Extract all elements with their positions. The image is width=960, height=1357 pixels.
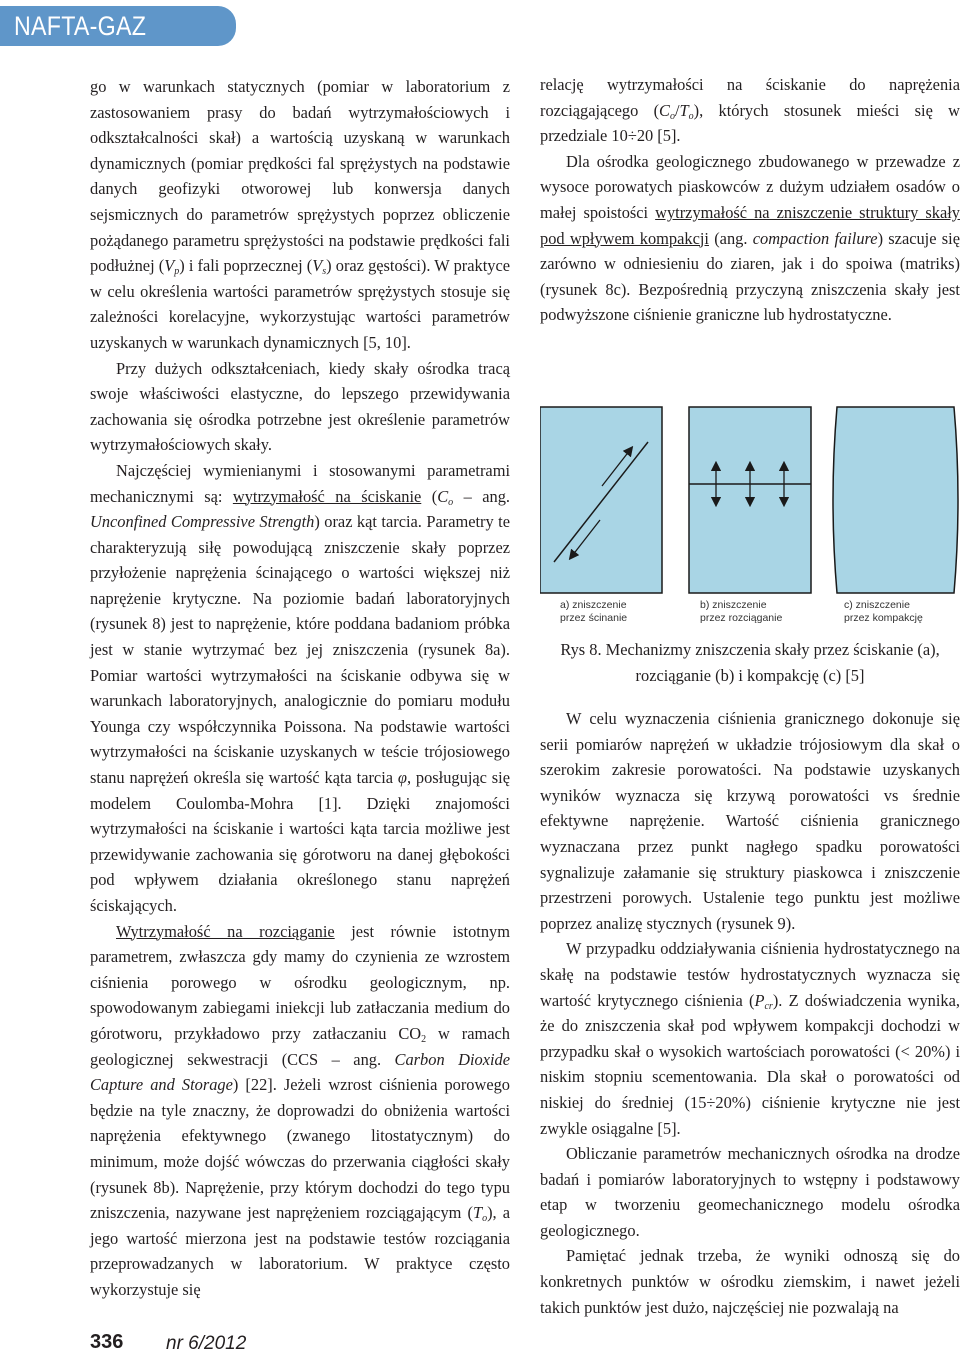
right-column-top bbox=[540, 72, 960, 328]
figure-label-b-line2: przez rozciąganie bbox=[700, 612, 783, 624]
figure-8-failure-mechanisms bbox=[540, 402, 960, 632]
right-paragraph-6: Pamiętać jednak trzeba, że wyniki odnoszą się do konkretnych punktów w ośrodku ziemskim, i nawet jeżeli takich punktów jest dużo, najczęściej nie pozwalają na bbox=[540, 1246, 960, 1317]
right-column-bottom bbox=[540, 706, 960, 1320]
left-column bbox=[90, 74, 510, 1303]
journal-title: NAFTA-GAZ bbox=[14, 11, 147, 41]
left-paragraph-4: Wytrzymałość na rozciąganie jest równie istotnym parametrem, zwłaszcza gdy mamy do czynienia ze wzrostem ciśnienia porowego w ośrodku geologicznym, np. spowodowanym zabiegami iniekcji lub zatłaczania medium do górotworu, przykładowo przy zatłaczaniu $CO_2$ w ramach geologicznej sekwestracji (CCS – ang. Carbon Dioxide Capture and Storage) [22]. Jeżeli wzrost ciśnienia porowego będzie na tyle znaczny, że doprowadzi do obniżenia wartości naprężenia efektywnego (zwanego litostatycznym) do minimum, może dojść wówczas do przerwania ciągłości skały (rysunek 8b). Naprężenie, przy którym dochodzi do tego typu zniszczenia, nazywane jest naprężeniem rozciągającym $(T_o)$, a jego wartość mierzona jest na podstawie testów rozciągania przeprowadzanych w laboratorium. W praktyce często wykorzystuje się bbox=[90, 921, 511, 1299]
figure-label-a-line2: przez ścinanie bbox=[560, 612, 628, 624]
right-paragraph-1: relację wytrzymałości na ściskanie do naprężenia rozciągającego $(C_o/T_o)$, których stosunek mieści się w przedziale 10÷20 [5]. bbox=[540, 75, 960, 146]
term-compaction-strength: wytrzymałość na zniszczenie struktury skały pod wpływem kompakcji bbox=[540, 202, 960, 248]
term-tensile-strength: Wytrzymałość na rozciąganie bbox=[116, 921, 335, 941]
figure-caption: Rys 8. Mechanizmy zniszczenia skały przez ściskanie (a), rozciąganie (b) i kompakcję (c) [5] bbox=[560, 640, 940, 685]
figure-label-c-line1: c) zniszczenie bbox=[844, 599, 910, 611]
right-paragraph-5: Obliczanie parametrów mechanicznych ośrodka na drodze badań i pomiarów laboratoryjnych to wstępny i podstawowy etap w tworzeniu geomechanicznego modelu ośrodka geologicznego. bbox=[540, 1144, 960, 1240]
left-paragraph-3: Najczęściej wymienianymi i stosowanymi parametrami mechanicznymi są: wytrzymałość na ściskanie ($C_o$ – ang. Unconfined Compressive Strength) oraz kąt tarcia. Parametry te charakteryzują siłę powodującą zniszczenie skały poprzez przyłożenie naprężenia ścinającego o wartości większej niż naprężenie krytyczne. Na poziomie badań laboratoryjnych (rysunek 8) jest to naprężenie, które poddana badaniom próbka jest w stanie wytrzymać bez jej zniszczenia (rysunek 8a). Pomiar wartości wytrzymałości na ściskanie odbywa się w warunkach laboratoryjnych, analogicznie do pomiaru modułu Younga czy współczynnika Poissona. Na podstawie wartości wytrzymałości na ściskanie uzyskanych w teście trójosiowego stanu naprężeń określa się wartość kąta tarcia φ, posługując się modelem Coulomba-Mohra [1]. Dzięki znajomości wytrzymałości na ściskanie i wartości kąta tarcia możliwe jest przewidywanie zachowania się górotworu na danej głębokości pod wpływem działania określonego stanu naprężeń ściskających. bbox=[90, 460, 511, 915]
sample-a-shear bbox=[540, 407, 662, 593]
figure-label-c-line2: przez kompakcję bbox=[844, 612, 923, 624]
left-paragraph-1: go w warunkach statycznych (pomiar w laboratorium z zastosowaniem prasy do badań wytrzymałościowych i odkształcalności skał) a wartością uzyskaną w warunkach dynamicznych (pomiar prędkości fal sprężystych na podstawie danych geofizyki otworowej lub konwersja danych sejsmicznych do parametrów sprężystych poprzez obliczenie pożądanego parametru sprężystości na podstawie prędkości fali podłużnej $(V_p)$ i fali poprzecznej $(V_s)$ oraz gęstości). W praktyce w celu określenia wartości parametrów sprężystych stosuje się zależności korelacyjne, wykorzystując wartości parametrów uzyskanych w warunkach dynamicznych [5, 10]. bbox=[90, 77, 511, 352]
left-paragraph-2: Przy dużych odkształceniach, kiedy skały ośrodka tracą swoje właściwości elastyczne, do lepszego przewidywania zachowania się ośrodka potrzebne jest określenie parametrów wytrzymałościowych skały. bbox=[90, 358, 510, 455]
journal-header-tab bbox=[0, 6, 236, 46]
figure-label-a-line1: a) zniszczenie bbox=[560, 599, 627, 611]
page-number: 336 bbox=[90, 1331, 124, 1353]
issue-number: nr 6/2012 bbox=[166, 1333, 247, 1354]
right-paragraph-4: W przypadku oddziaływania ciśnienia hydrostatycznego na skałę na podstawie testów hydrostatycznych wyznacza się wartość krytycznego ciśnienia $(P_{cr})$. Z doświadczenia wynika, że do zniszczenia skał pod wpływem kompakcji dochodzi w przypadku skał o wysokich wartościach porowatości (< 20%) i niskim stopniu scementowania. Dla skał o porowatości od niskiej do średniej (15÷20%) ciśnienie krytyczne nie jest zwykle osiągalne [5]. bbox=[540, 939, 960, 1138]
sample-c-compaction bbox=[833, 407, 958, 593]
term-compressive-strength: wytrzymałość na ściskanie bbox=[232, 486, 422, 506]
right-paragraph-2: Dla ośrodka geologicznego zbudowanego w przewadze z wysoce porowatych piaskowców z dużym udziałem osadów o małej spoistości wytrzymałość na zniszczenie struktury skały pod wpływem kompakcji (ang. compaction failure) szacuje się zarówno w odniesieniu do ziaren, jak i do spoiwa (matriks) (rysunek 8c). Bezpośrednią przyczyną zniszczenia skały jest podwyższone ciśnienie graniczne lub hydrostatyczne. bbox=[540, 151, 960, 325]
right-paragraph-3: W celu wyznaczenia ciśnienia granicznego dokonuje się serii pomiarów naprężeń w układzie trójosiowym dla skał o szerokim zakresie porowatości. Na podstawie uzyskanych wyników wyznacza się krzywą porowatości vs średnie efektywne naprężenie. Wartość ciśnienia granicznego wyznaczana przez punkt nagłego spadku porowatości sygnalizuje załamanie się struktury piaskowca i zniszczenie przestrzeni porowych. Ustalenie tego punktu jest możliwe poprzez analizę stycznych (rysunek 9). bbox=[540, 709, 960, 933]
figure-label-b-line1: b) zniszczenie bbox=[700, 599, 767, 611]
